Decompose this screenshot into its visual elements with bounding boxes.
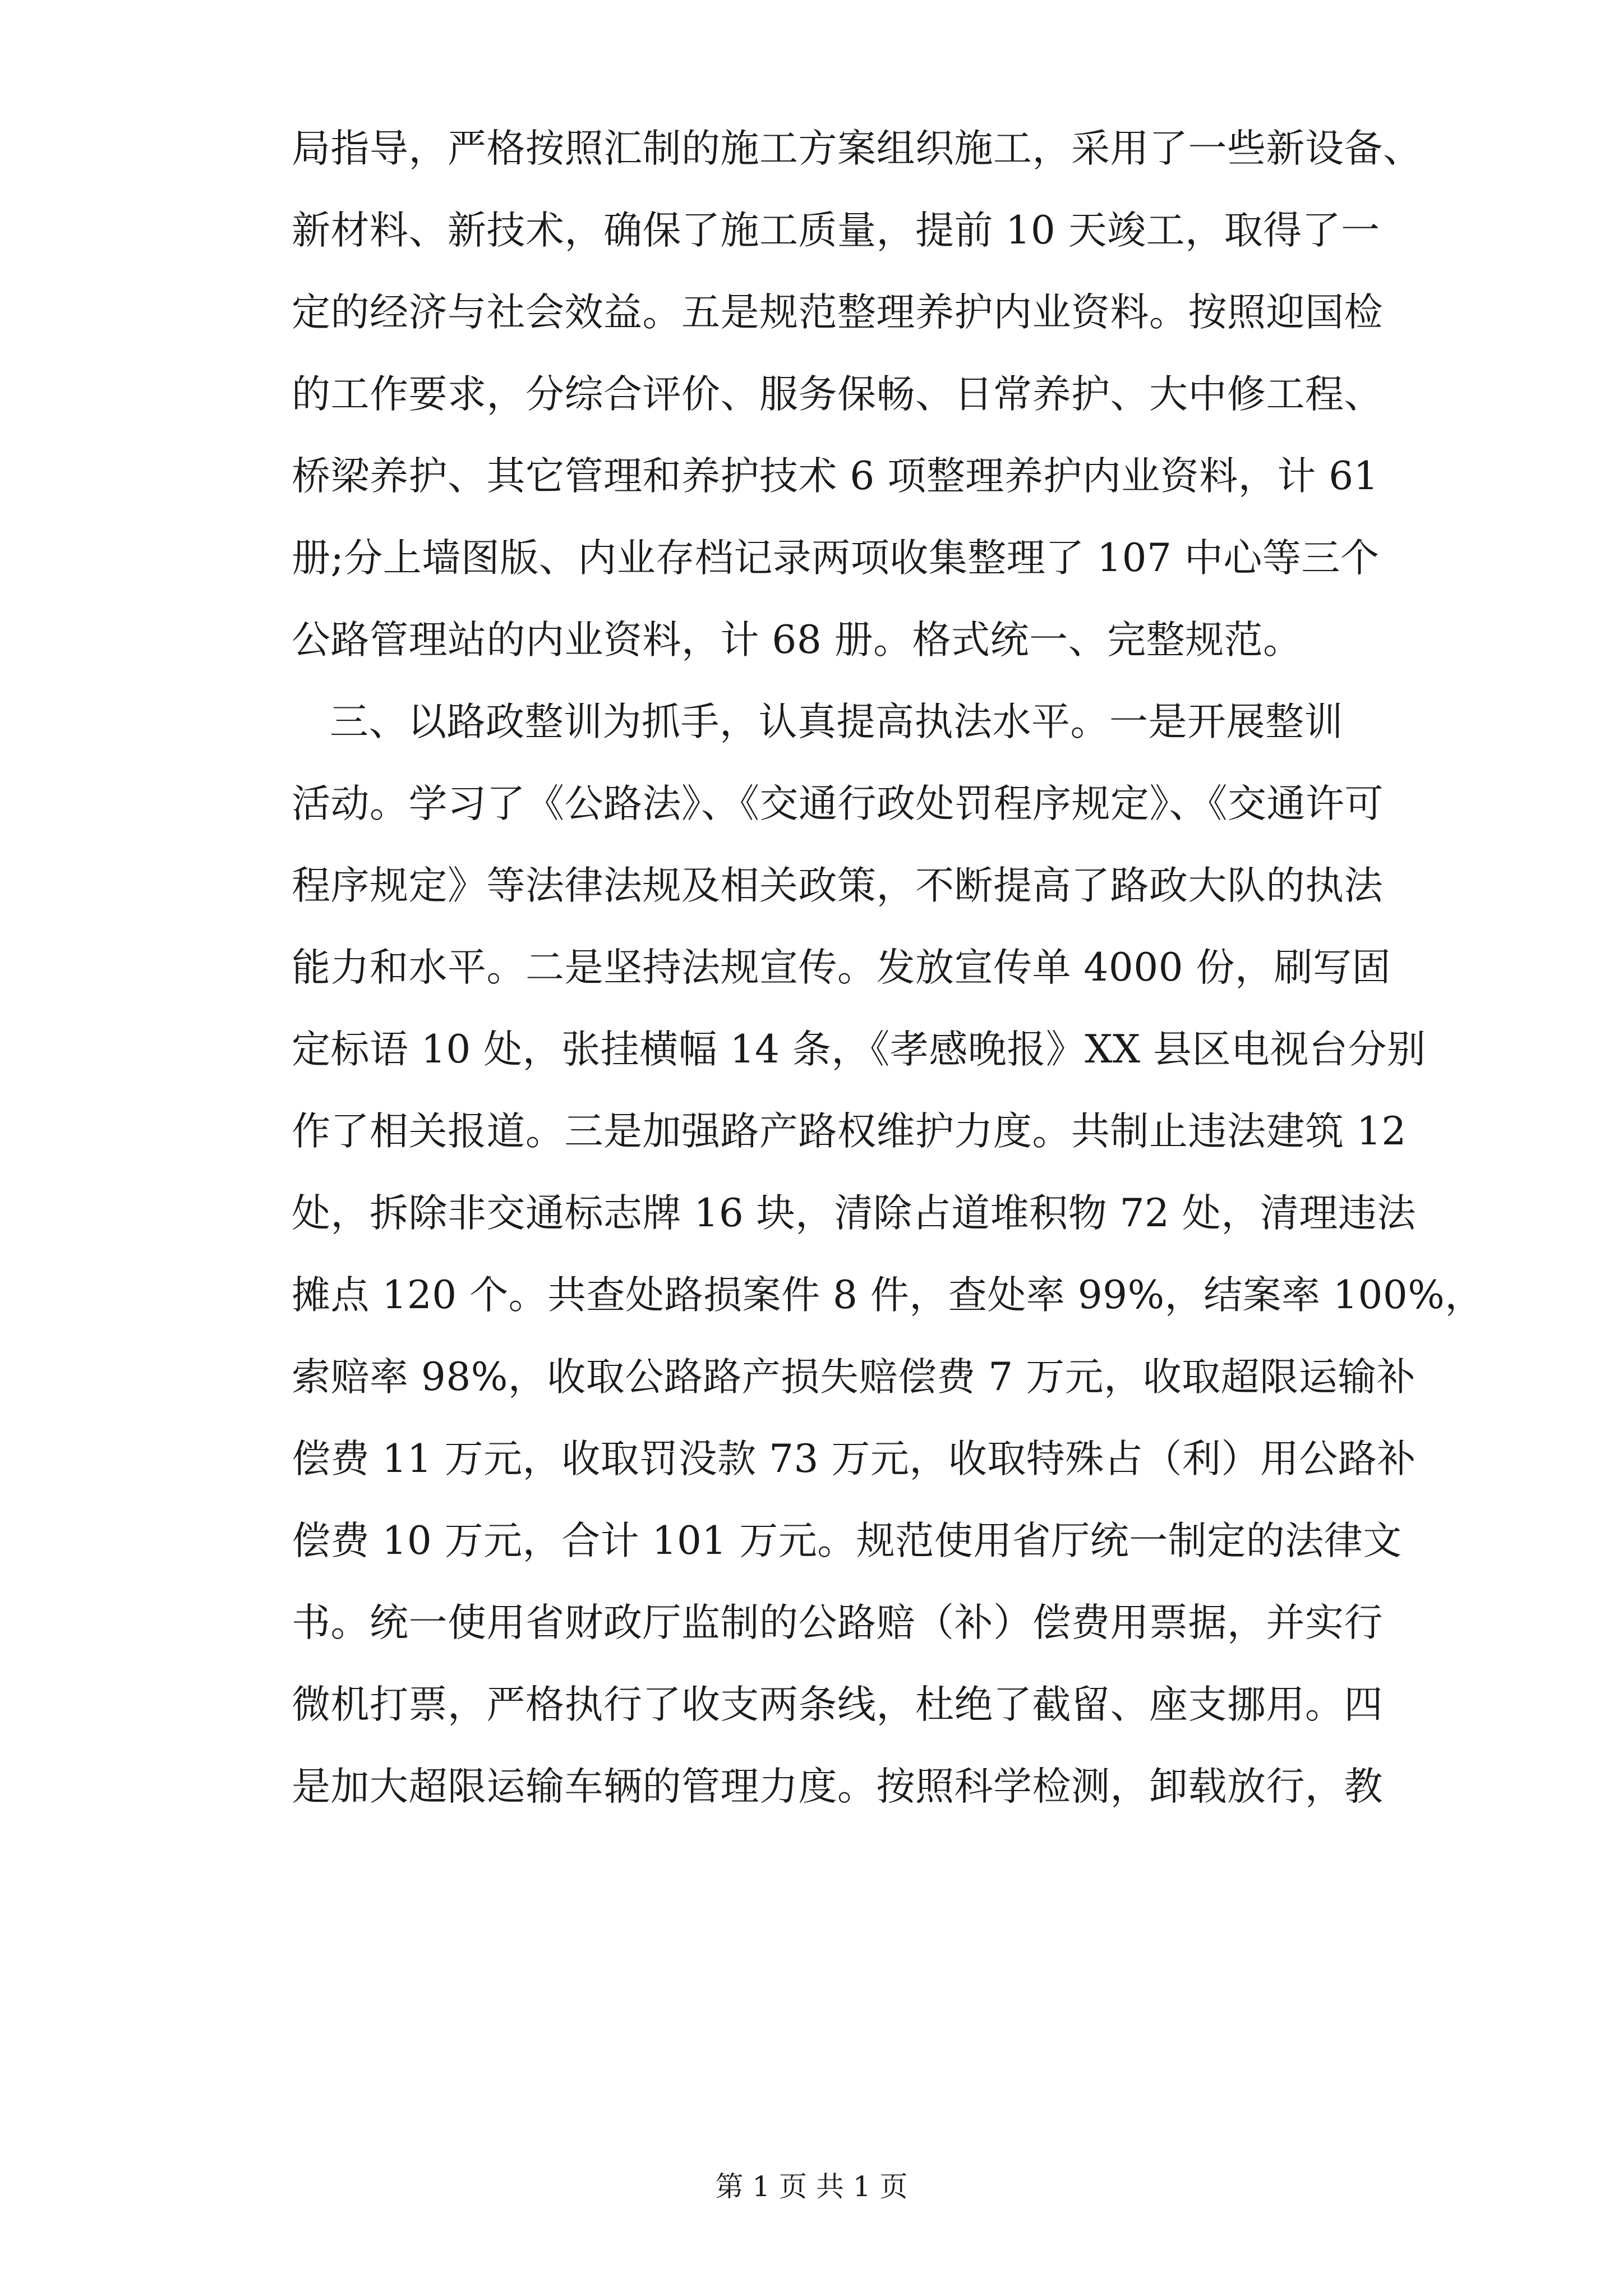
text-line: 程序规定》等法律法规及相关政策，不断提高了路政大队的执法 <box>292 863 1383 908</box>
text-line: 作了相关报道。三是加强路产路权维护力度。共制止违法建筑 12 <box>292 1109 1407 1154</box>
paragraph-start-line: 三、以路政整训为抓手，认真提高执法水平。一是开展整训 <box>330 700 1343 744</box>
text-line: 处，拆除非交通标志牌 16 块，清除占道堆积物 72 处，清理违法 <box>292 1191 1416 1236</box>
text-line: 册;分上墙图版、内业存档记录两项收集整理了 107 中心等三个 <box>292 536 1380 581</box>
text-line: 是加大超限运输车辆的管理力度。按照科学检测，卸载放行，教 <box>292 1764 1383 1809</box>
text-line: 新材料、新技术，确保了施工质量，提前 10 天竣工，取得了一 <box>292 208 1380 253</box>
text-line: 偿费 10 万元，合计 101 万元。规范使用省厅统一制定的法律文 <box>292 1519 1402 1563</box>
text-line: 书。统一使用省财政厅监制的公路赔（补）偿费用票据，并实行 <box>292 1600 1383 1645</box>
page-number: 第 1 页 共 1 页 <box>715 2170 908 2203</box>
text-line: 的工作要求，分综合评价、服务保畅、日常养护、大中修工程、 <box>292 372 1383 417</box>
text-line: 定的经济与社会效益。五是规范整理养护内业资料。按照迎国检 <box>292 290 1383 335</box>
text-line: 公路管理站的内业资料，计 68 册。格式统一、完整规范。 <box>292 618 1302 662</box>
text-line: 局指导，严格按照汇制的施工方案组织施工，采用了一些新设备、 <box>292 126 1422 171</box>
text-line: 微机打票，严格执行了收支两条线，杜绝了截留、座支挪用。四 <box>292 1682 1383 1727</box>
text-line: 摊点 120 个。共查处路损案件 8 件，查处率 99%，结案率 100%， <box>292 1273 1484 1318</box>
text-line: 桥梁养护、其它管理和养护技术 6 项整理养护内业资料，计 61 <box>292 454 1378 499</box>
text-line: 索赔率 98%，收取公路路产损失赔偿费 7 万元，收取超限运输补 <box>292 1355 1416 1400</box>
text-line: 定标语 10 处，张挂横幅 14 条，《孝感晚报》XX 县区电视台分别 <box>292 1027 1426 1072</box>
page-footer <box>0 2170 1623 2203</box>
text-line: 偿费 11 万元，收取罚没款 73 万元，收取特殊占（利）用公路补 <box>292 1437 1416 1481</box>
text-line: 活动。学习了《公路法》、《交通行政处罚程序规定》、《交通许可 <box>292 781 1384 826</box>
text-line: 能力和水平。二是坚持法规宣传。发放宣传单 4000 份，刷写固 <box>292 945 1391 990</box>
